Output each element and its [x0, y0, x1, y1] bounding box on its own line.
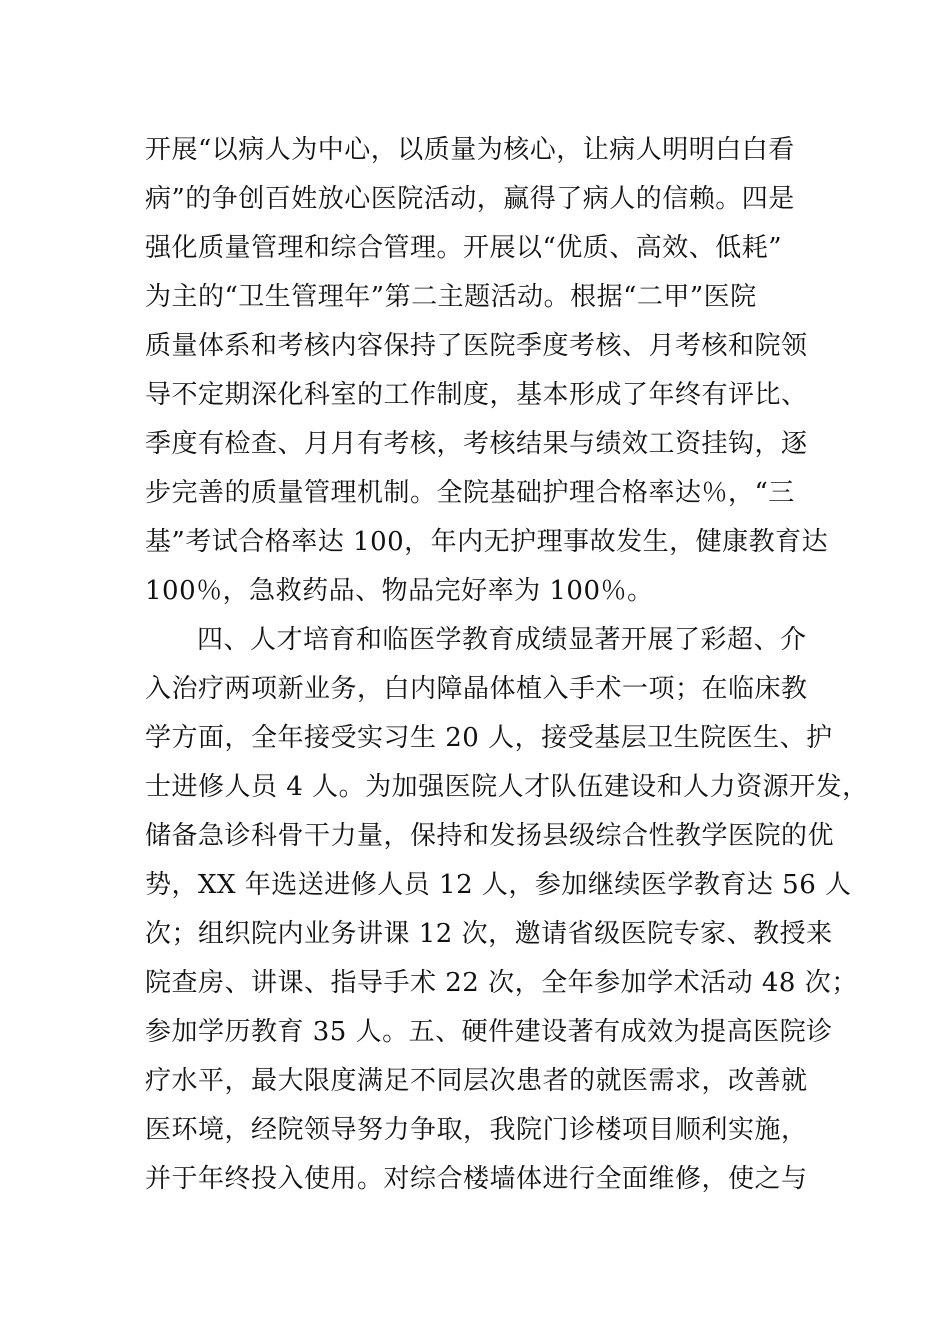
text-line: 入治疗两项新业务，白内障晶体植入手术一项；在临床教: [145, 674, 808, 704]
text-line: 病”的争创百姓放心医院活动，赢得了病人的信赖。四是: [145, 184, 795, 214]
text-line: 质量体系和考核内容保持了医院季度考核、月考核和院领: [145, 331, 808, 361]
text-line: 100％，急救药品、物品完好率为 100％。: [145, 576, 654, 606]
text-line: 开展“以病人为中心，以质量为核心，让病人明明白白看: [145, 135, 795, 165]
text-line: 为主的“卫生管理年”第二主题活动。根据“二甲”医院: [145, 282, 757, 312]
text-line: 强化质量管理和综合管理。开展以“优质、高效、低耗”: [145, 233, 783, 263]
text-line: 士进修人员 4 人。为加强医院人才队伍建设和人力资源开发，: [145, 772, 869, 802]
text-line: 基”考试合格率达 100，年内无护理事故发生，健康教育达: [145, 527, 829, 557]
text-line: 疗水平，最大限度满足不同层次患者的就医需求，改善就: [145, 1066, 808, 1096]
text-line: 院查房、讲课、指导手术 22 次，全年参加学术活动 48 次；: [145, 968, 858, 998]
paragraph-start-line: 四、人才培育和临医学教育成绩显著开展了彩超、介: [197, 625, 807, 655]
text-line: 步完善的质量管理机制。全院基础护理合格率达％，“三: [145, 478, 795, 508]
text-line: 次；组织院内业务讲课 12 次，邀请省级医院专家、教授来: [145, 919, 833, 949]
text-line: 医环境，经院领导努力争取，我院门诊楼项目顺利实施，: [145, 1115, 808, 1145]
text-line: 储备急诊科骨干力量，保持和发扬县级综合性教学医院的优: [145, 821, 835, 851]
text-line: 导不定期深化科室的工作制度，基本形成了年终有评比、: [145, 380, 808, 410]
body-text: [145, 126, 869, 1204]
text-line: 季度有检查、月月有考核，考核结果与绩效工资挂钩，逐: [145, 429, 808, 459]
text-line: 参加学历教育 35 人。五、硬件建设著有成效为提高医院诊: [145, 1017, 833, 1047]
text-line: 势，XX 年选送进修人员 12 人，参加继续医学教育达 56 人: [145, 870, 852, 900]
text-line: 并于年终投入使用。对综合楼墙体进行全面维修，使之与: [145, 1164, 808, 1194]
text-line: 学方面，全年接受实习生 20 人，接受基层卫生院医生、护: [145, 723, 833, 753]
